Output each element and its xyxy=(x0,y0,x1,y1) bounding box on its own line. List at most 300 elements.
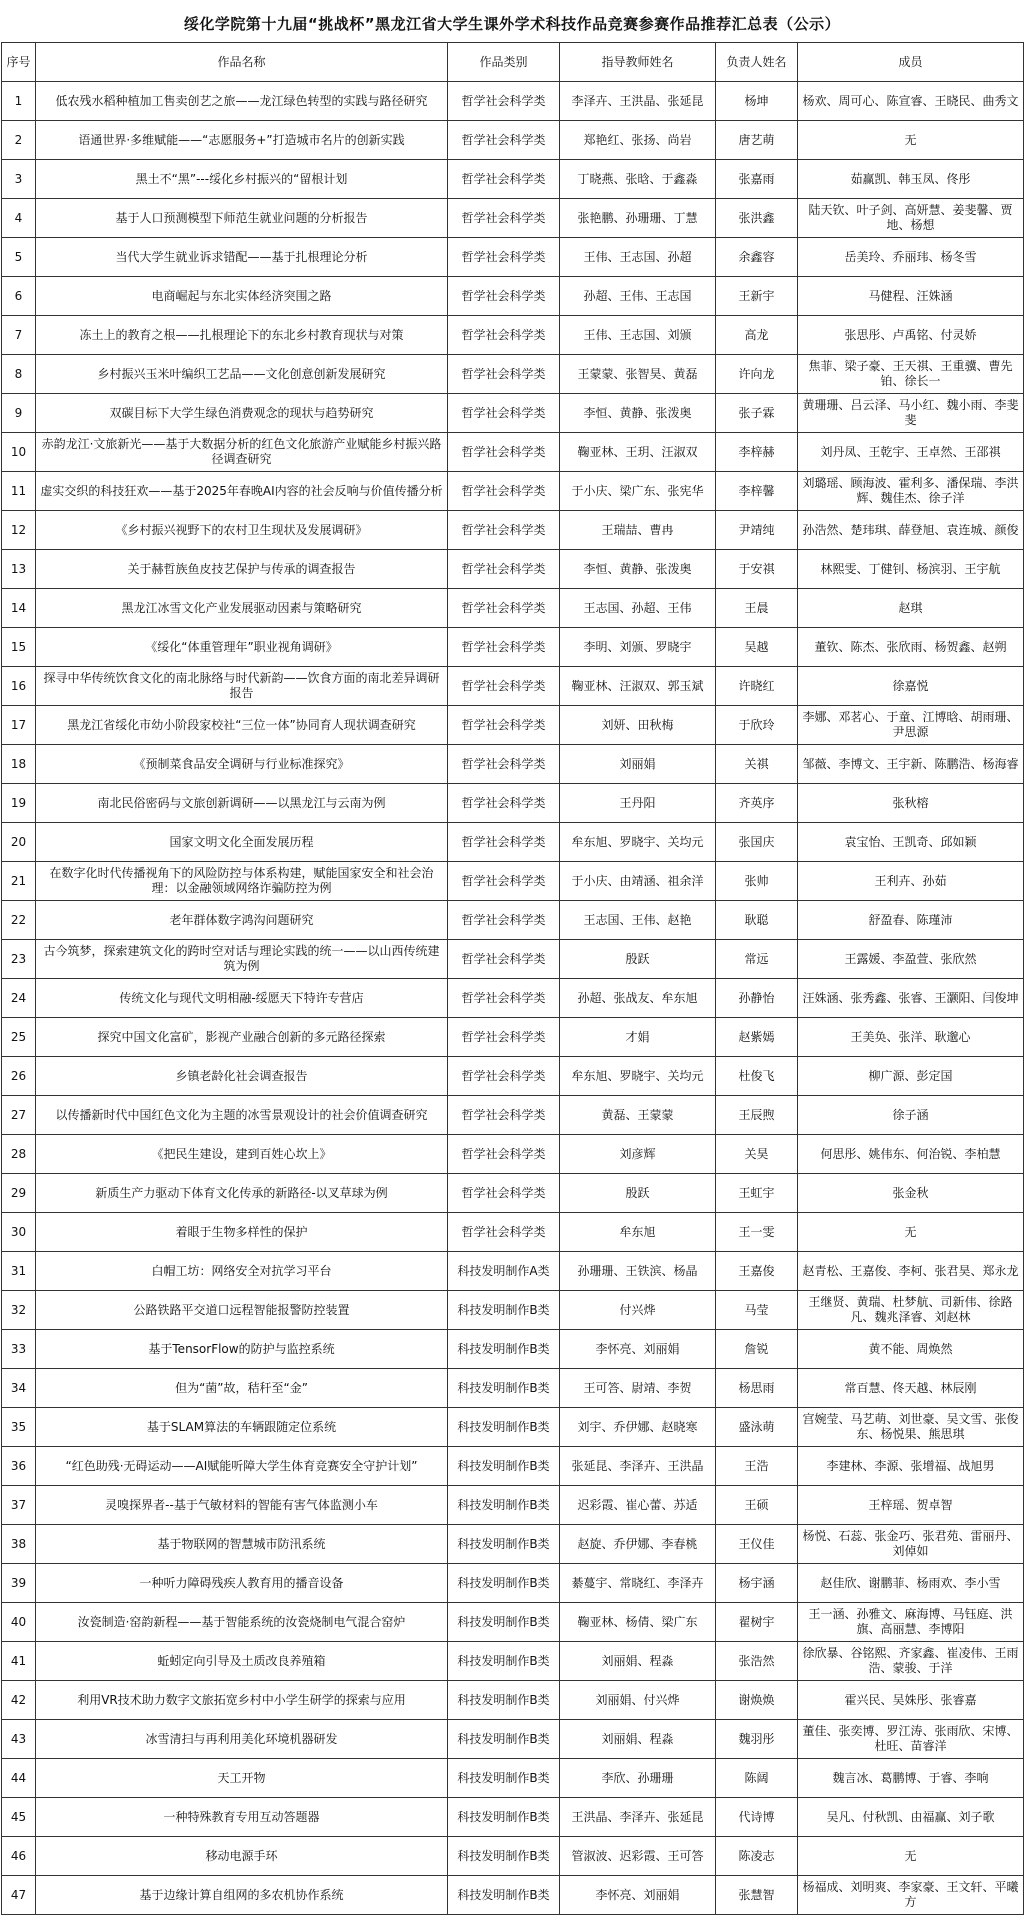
work-category: 哲学社会科学类 xyxy=(448,589,560,628)
work-name: 老年群体数字鸿沟问题研究 xyxy=(36,901,448,940)
work-name: 基于人口预测模型下师范生就业问题的分析报告 xyxy=(36,199,448,238)
table-row xyxy=(2,1447,1024,1486)
work-name: 冻土上的教育之根——扎根理论下的东北乡村教育现状与对策 xyxy=(36,316,448,355)
member-names: 张秋榕 xyxy=(798,784,1024,823)
row-index: 44 xyxy=(2,1759,36,1798)
row-index: 24 xyxy=(2,979,36,1018)
work-category: 哲学社会科学类 xyxy=(448,784,560,823)
advisor-names: 孙珊珊、王铁滨、杨晶 xyxy=(560,1252,716,1291)
leader-name: 赵紫嫣 xyxy=(716,1018,798,1057)
advisor-names: 王蒙蒙、张智昊、黄磊 xyxy=(560,355,716,394)
row-index: 3 xyxy=(2,160,36,199)
work-name: 冰雪清扫与再利用美化环境机器研发 xyxy=(36,1720,448,1759)
leader-name: 谢焕焕 xyxy=(716,1681,798,1720)
advisor-names: 才娟 xyxy=(560,1018,716,1057)
member-names: 何思彤、姚伟东、何治锐、李柏慧 xyxy=(798,1135,1024,1174)
table-row xyxy=(2,1096,1024,1135)
member-names: 焦菲、梁子豪、王天祺、王重骥、曹先铂、徐长一 xyxy=(798,355,1024,394)
leader-name: 许晓红 xyxy=(716,667,798,706)
advisor-names: 王丹阳 xyxy=(560,784,716,823)
work-category: 哲学社会科学类 xyxy=(448,745,560,784)
member-names: 刘璐瑶、顾海波、霍利多、潘保瑞、李洪辉、魏佳杰、徐子洋 xyxy=(798,472,1024,511)
row-index: 45 xyxy=(2,1798,36,1837)
member-names: 陆天钦、叶子剑、高妍慧、姜斐馨、贾地、杨想 xyxy=(798,199,1024,238)
table-row xyxy=(2,901,1024,940)
work-category: 哲学社会科学类 xyxy=(448,1174,560,1213)
row-index: 18 xyxy=(2,745,36,784)
member-names: 赵琪 xyxy=(798,589,1024,628)
leader-name: 李梓馨 xyxy=(716,472,798,511)
member-names: 李娜、邓茗心、于童、江博晗、胡雨珊、尹思源 xyxy=(798,706,1024,745)
advisor-names: 于小庆、梁广东、张宪华 xyxy=(560,472,716,511)
table-row xyxy=(2,784,1024,823)
row-index: 26 xyxy=(2,1057,36,1096)
advisor-names: 于小庆、由靖涵、祖余洋 xyxy=(560,862,716,901)
advisor-names: 綦蔓宇、常晓红、李泽卉 xyxy=(560,1564,716,1603)
work-category: 哲学社会科学类 xyxy=(448,901,560,940)
member-names: 舒盈春、陈瑾沛 xyxy=(798,901,1024,940)
row-index: 31 xyxy=(2,1252,36,1291)
advisor-names: 张延昆、李泽卉、王洪晶 xyxy=(560,1447,716,1486)
member-names: 王利卉、孙茹 xyxy=(798,862,1024,901)
advisor-names: 刘彦辉 xyxy=(560,1135,716,1174)
table-row xyxy=(2,823,1024,862)
table-header-row xyxy=(2,43,1024,82)
row-index: 39 xyxy=(2,1564,36,1603)
advisor-names: 刘丽娟、程淼 xyxy=(560,1642,716,1681)
leader-name: 张慧智 xyxy=(716,1876,798,1915)
leader-name: 马莹 xyxy=(716,1291,798,1330)
member-names: 孙浩然、楚玮琪、薛登旭、袁连城、颜俊 xyxy=(798,511,1024,550)
row-index: 5 xyxy=(2,238,36,277)
row-index: 2 xyxy=(2,121,36,160)
leader-name: 杨思雨 xyxy=(716,1369,798,1408)
work-name: 传统文化与现代文明相融-绥愿天下特许专营店 xyxy=(36,979,448,1018)
table-row xyxy=(2,1018,1024,1057)
row-index: 16 xyxy=(2,667,36,706)
header-leader: 负责人姓名 xyxy=(716,43,798,82)
row-index: 37 xyxy=(2,1486,36,1525)
work-category: 科技发明制作B类 xyxy=(448,1408,560,1447)
work-category: 科技发明制作B类 xyxy=(448,1447,560,1486)
leader-name: 吴越 xyxy=(716,628,798,667)
work-category: 哲学社会科学类 xyxy=(448,550,560,589)
table-row xyxy=(2,316,1024,355)
row-index: 33 xyxy=(2,1330,36,1369)
row-index: 40 xyxy=(2,1603,36,1642)
work-name: 《乡村振兴视野下的农村卫生现状及发展调研》 xyxy=(36,511,448,550)
row-index: 1 xyxy=(2,82,36,121)
member-names: 赵佳欣、谢鹏菲、杨雨欢、李小雪 xyxy=(798,1564,1024,1603)
table-row xyxy=(2,1252,1024,1291)
row-index: 4 xyxy=(2,199,36,238)
table-row xyxy=(2,1564,1024,1603)
advisor-names: 王伟、王志国、孙超 xyxy=(560,238,716,277)
work-name: 《把民生建设，建到百姓心坎上》 xyxy=(36,1135,448,1174)
advisor-names: 孙超、王伟、王志国 xyxy=(560,277,716,316)
work-category: 科技发明制作A类 xyxy=(448,1252,560,1291)
work-name: 但为“菌”故，秸秆至“金” xyxy=(36,1369,448,1408)
recommendation-table xyxy=(1,42,1024,1915)
table-row xyxy=(2,940,1024,979)
advisor-names: 牟东旭 xyxy=(560,1213,716,1252)
row-index: 27 xyxy=(2,1096,36,1135)
member-names: 无 xyxy=(798,121,1024,160)
member-names: 林熙雯、丁健钊、杨滨羽、王宇航 xyxy=(798,550,1024,589)
row-index: 14 xyxy=(2,589,36,628)
work-category: 科技发明制作B类 xyxy=(448,1525,560,1564)
work-category: 哲学社会科学类 xyxy=(448,355,560,394)
work-name: 黑龙江冰雪文化产业发展驱动因素与策略研究 xyxy=(36,589,448,628)
row-index: 8 xyxy=(2,355,36,394)
work-name: 国家文明文化全面发展历程 xyxy=(36,823,448,862)
leader-name: 关祺 xyxy=(716,745,798,784)
table-row xyxy=(2,1135,1024,1174)
work-name: 关于赫哲族鱼皮技艺保护与传承的调查报告 xyxy=(36,550,448,589)
row-index: 41 xyxy=(2,1642,36,1681)
work-category: 哲学社会科学类 xyxy=(448,1135,560,1174)
work-name: 语通世界·多维赋能——“志愿服务+”打造城市名片的创新实践 xyxy=(36,121,448,160)
work-category: 哲学社会科学类 xyxy=(448,628,560,667)
work-category: 哲学社会科学类 xyxy=(448,277,560,316)
advisor-names: 李恒、黄静、张泼奥 xyxy=(560,550,716,589)
row-index: 43 xyxy=(2,1720,36,1759)
work-category: 科技发明制作B类 xyxy=(448,1642,560,1681)
member-names: 徐嘉悦 xyxy=(798,667,1024,706)
row-index: 7 xyxy=(2,316,36,355)
leader-name: 许向龙 xyxy=(716,355,798,394)
advisor-names: 王志国、王伟、赵艳 xyxy=(560,901,716,940)
leader-name: 盛泳萌 xyxy=(716,1408,798,1447)
advisor-names: 迟彩霞、崔心蕾、苏适 xyxy=(560,1486,716,1525)
member-names: 王美奂、张洋、耿邈心 xyxy=(798,1018,1024,1057)
table-row xyxy=(2,1798,1024,1837)
table-row xyxy=(2,706,1024,745)
work-name: 低农残水稻种植加工售卖创艺之旅——龙江绿色转型的实践与路径研究 xyxy=(36,82,448,121)
leader-name: 于安祺 xyxy=(716,550,798,589)
advisor-names: 刘妍、田秋梅 xyxy=(560,706,716,745)
work-category: 哲学社会科学类 xyxy=(448,160,560,199)
table-row xyxy=(2,1603,1024,1642)
member-names: 邹薇、李博文、王宇新、陈鹏浩、杨海睿 xyxy=(798,745,1024,784)
table-row xyxy=(2,550,1024,589)
leader-name: 张子霖 xyxy=(716,394,798,433)
work-category: 科技发明制作B类 xyxy=(448,1837,560,1876)
advisor-names: 牟东旭、罗晓宇、关均元 xyxy=(560,823,716,862)
advisor-names: 王瑞喆、曹冉 xyxy=(560,511,716,550)
member-names: 柳广源、彭定国 xyxy=(798,1057,1024,1096)
work-category: 哲学社会科学类 xyxy=(448,121,560,160)
table-body xyxy=(2,82,1024,1915)
row-index: 25 xyxy=(2,1018,36,1057)
work-name: 乡镇老龄化社会调查报告 xyxy=(36,1057,448,1096)
table-row xyxy=(2,979,1024,1018)
member-names: 黄不能、周焕然 xyxy=(798,1330,1024,1369)
table-row xyxy=(2,433,1024,472)
row-index: 20 xyxy=(2,823,36,862)
advisor-names: 殷跃 xyxy=(560,1174,716,1213)
row-index: 34 xyxy=(2,1369,36,1408)
work-category: 哲学社会科学类 xyxy=(448,979,560,1018)
advisor-names: 鞠亚林、汪淑双、郭玉斌 xyxy=(560,667,716,706)
header-work-name: 作品名称 xyxy=(36,43,448,82)
leader-name: 张洪鑫 xyxy=(716,199,798,238)
work-name: 古今筑梦，探索建筑文化的跨时空对话与理论实践的统一——以山西传统建筑为例 xyxy=(36,940,448,979)
work-category: 哲学社会科学类 xyxy=(448,862,560,901)
work-category: 科技发明制作B类 xyxy=(448,1486,560,1525)
row-index: 36 xyxy=(2,1447,36,1486)
work-name: 基于边缘计算自组网的多农机协作系统 xyxy=(36,1876,448,1915)
member-names: 常百慧、佟天越、林辰刚 xyxy=(798,1369,1024,1408)
work-category: 科技发明制作B类 xyxy=(448,1291,560,1330)
member-names: 刘丹凤、王乾宇、王卓然、王邵祺 xyxy=(798,433,1024,472)
leader-name: 王晨 xyxy=(716,589,798,628)
work-name: 基于物联网的智慧城市防汛系统 xyxy=(36,1525,448,1564)
member-names: 无 xyxy=(798,1213,1024,1252)
advisor-names: 王伟、王志国、刘颁 xyxy=(560,316,716,355)
table-row xyxy=(2,472,1024,511)
leader-name: 杨宇涵 xyxy=(716,1564,798,1603)
work-name: 汝瓷制造·窑韵新程——基于智能系统的汝瓷烧制电气混合窑炉 xyxy=(36,1603,448,1642)
table-row xyxy=(2,589,1024,628)
member-names: 宫婉莹、马艺萌、刘世豪、吴文雪、张俊东、杨悦果、熊思琪 xyxy=(798,1408,1024,1447)
row-index: 22 xyxy=(2,901,36,940)
leader-name: 代诗博 xyxy=(716,1798,798,1837)
work-category: 哲学社会科学类 xyxy=(448,1213,560,1252)
work-category: 科技发明制作B类 xyxy=(448,1330,560,1369)
table-row xyxy=(2,160,1024,199)
table-row xyxy=(2,745,1024,784)
table-row xyxy=(2,1291,1024,1330)
member-names: 黄珊珊、吕云泽、马小红、魏小雨、李斐斐 xyxy=(798,394,1024,433)
work-name: 探寻中华传统饮食文化的南北脉络与时代新韵——饮食方面的南北差异调研报告 xyxy=(36,667,448,706)
leader-name: 陈凌志 xyxy=(716,1837,798,1876)
member-names: 魏言冰、葛鹏博、于睿、李响 xyxy=(798,1759,1024,1798)
advisor-names: 张艳鹏、孙珊珊、丁慧 xyxy=(560,199,716,238)
work-name: 天工开物 xyxy=(36,1759,448,1798)
table-row xyxy=(2,1174,1024,1213)
leader-name: 常远 xyxy=(716,940,798,979)
work-category: 哲学社会科学类 xyxy=(448,238,560,277)
table-row xyxy=(2,1057,1024,1096)
table-row xyxy=(2,277,1024,316)
advisor-names: 赵旋、乔伊娜、李春桃 xyxy=(560,1525,716,1564)
table-row xyxy=(2,511,1024,550)
work-name: 移动电源手环 xyxy=(36,1837,448,1876)
row-index: 10 xyxy=(2,433,36,472)
work-category: 哲学社会科学类 xyxy=(448,433,560,472)
member-names: 王露媛、李盈萱、张欣然 xyxy=(798,940,1024,979)
leader-name: 王一雯 xyxy=(716,1213,798,1252)
table-row xyxy=(2,1681,1024,1720)
leader-name: 耿聪 xyxy=(716,901,798,940)
work-name: 电商崛起与东北实体经济突围之路 xyxy=(36,277,448,316)
leader-name: 陈阔 xyxy=(716,1759,798,1798)
leader-name: 李梓赫 xyxy=(716,433,798,472)
member-names: 茹赢凯、韩玉凤、佟彤 xyxy=(798,160,1024,199)
table-row xyxy=(2,199,1024,238)
member-names: 董佳、张奕博、罗江涛、张雨欣、宋博、杜旺、苗睿洋 xyxy=(798,1720,1024,1759)
advisor-names: 鞠亚林、杨倩、梁广东 xyxy=(560,1603,716,1642)
work-category: 哲学社会科学类 xyxy=(448,199,560,238)
row-index: 12 xyxy=(2,511,36,550)
member-names: 王一涵、孙雅文、麻海博、马钰庭、洪旗、高丽慧、李博阳 xyxy=(798,1603,1024,1642)
row-index: 6 xyxy=(2,277,36,316)
leader-name: 于欣玲 xyxy=(716,706,798,745)
row-index: 11 xyxy=(2,472,36,511)
work-category: 哲学社会科学类 xyxy=(448,1057,560,1096)
work-name: 南北民俗密码与文旅创新调研——以黑龙江与云南为例 xyxy=(36,784,448,823)
leader-name: 王新宇 xyxy=(716,277,798,316)
work-category: 哲学社会科学类 xyxy=(448,511,560,550)
advisor-names: 管淑波、迟彩霞、王可答 xyxy=(560,1837,716,1876)
member-names: 杨福成、刘明爽、李家豪、王文轩、平曦方 xyxy=(798,1876,1024,1915)
row-index: 32 xyxy=(2,1291,36,1330)
member-names: 岳美玲、乔丽玮、杨冬雪 xyxy=(798,238,1024,277)
member-names: 霍兴民、吴姝彤、张睿嘉 xyxy=(798,1681,1024,1720)
leader-name: 王仪佳 xyxy=(716,1525,798,1564)
work-category: 哲学社会科学类 xyxy=(448,940,560,979)
table-row xyxy=(2,394,1024,433)
work-category: 哲学社会科学类 xyxy=(448,823,560,862)
table-row xyxy=(2,1408,1024,1447)
member-names: 王继贤、黄瑞、杜梦航、司新伟、徐路凡、魏兆泽睿、刘赵林 xyxy=(798,1291,1024,1330)
advisor-names: 刘丽娟 xyxy=(560,745,716,784)
row-index: 23 xyxy=(2,940,36,979)
advisor-names: 刘丽娟、程淼 xyxy=(560,1720,716,1759)
work-category: 哲学社会科学类 xyxy=(448,1018,560,1057)
advisor-names: 王志国、孙超、王伟 xyxy=(560,589,716,628)
work-name: 白帽工坊：网络安全对抗学习平台 xyxy=(36,1252,448,1291)
advisor-names: 牟东旭、罗晓宇、关均元 xyxy=(560,1057,716,1096)
table-row xyxy=(2,1759,1024,1798)
table-row xyxy=(2,1720,1024,1759)
leader-name: 王嘉俊 xyxy=(716,1252,798,1291)
work-name: 《绥化“体重管理年”职业视角调研》 xyxy=(36,628,448,667)
table-row xyxy=(2,82,1024,121)
table-row xyxy=(2,862,1024,901)
advisor-names: 王可答、尉靖、李贺 xyxy=(560,1369,716,1408)
work-category: 哲学社会科学类 xyxy=(448,316,560,355)
member-names: 徐子涵 xyxy=(798,1096,1024,1135)
header-advisors: 指导教师姓名 xyxy=(560,43,716,82)
work-name: 《预制菜食品安全调研与行业标准探究》 xyxy=(36,745,448,784)
work-name: 公路铁路平交道口远程智能报警防控装置 xyxy=(36,1291,448,1330)
work-name: 一种听力障碍残疾人教育用的播音设备 xyxy=(36,1564,448,1603)
leader-name: 尹靖纯 xyxy=(716,511,798,550)
row-index: 38 xyxy=(2,1525,36,1564)
row-index: 30 xyxy=(2,1213,36,1252)
work-name: 新质生产力驱动下体育文化传承的新路径-以叉草球为例 xyxy=(36,1174,448,1213)
advisor-names: 黄磊、王蒙蒙 xyxy=(560,1096,716,1135)
table-row xyxy=(2,1369,1024,1408)
table-row xyxy=(2,628,1024,667)
leader-name: 王虹宇 xyxy=(716,1174,798,1213)
leader-name: 王浩 xyxy=(716,1447,798,1486)
work-name: 赤韵龙江·文旅新光——基于大数据分析的红色文化旅游产业赋能乡村振兴路径调查研究 xyxy=(36,433,448,472)
row-index: 17 xyxy=(2,706,36,745)
table-row xyxy=(2,355,1024,394)
member-names: 汪姝涵、张秀鑫、张睿、王灏阳、闫俊坤 xyxy=(798,979,1024,1018)
advisor-names: 李泽卉、王洪晶、张延昆 xyxy=(560,82,716,121)
work-category: 科技发明制作B类 xyxy=(448,1369,560,1408)
work-name: 乡村振兴玉米叶编织工艺品——文化创意创新发展研究 xyxy=(36,355,448,394)
member-names: 袁宝怡、王凯奇、邱如颖 xyxy=(798,823,1024,862)
member-names: 张金秋 xyxy=(798,1174,1024,1213)
work-name: “红色助残·无碍运动——AI赋能听障大学生体育竞赛安全守护计划” xyxy=(36,1447,448,1486)
table-row xyxy=(2,1876,1024,1915)
page xyxy=(0,6,1024,1931)
leader-name: 杜俊飞 xyxy=(716,1057,798,1096)
header-members: 成员 xyxy=(798,43,1024,82)
leader-name: 余鑫容 xyxy=(716,238,798,277)
member-names: 赵青松、王嘉俊、李柯、张君昊、郑永龙 xyxy=(798,1252,1024,1291)
advisor-names: 鞠亚林、王玥、汪淑双 xyxy=(560,433,716,472)
leader-name: 张帅 xyxy=(716,862,798,901)
work-name: 双碳目标下大学生绿色消费观念的现状与趋势研究 xyxy=(36,394,448,433)
leader-name: 翟树宇 xyxy=(716,1603,798,1642)
advisor-names: 殷跃 xyxy=(560,940,716,979)
work-name: 利用VR技术助力数字文旅拓宽乡村中小学生研学的探索与应用 xyxy=(36,1681,448,1720)
advisor-names: 李恒、黄静、张泼奥 xyxy=(560,394,716,433)
table-row xyxy=(2,1486,1024,1525)
row-index: 15 xyxy=(2,628,36,667)
table-row xyxy=(2,1330,1024,1369)
row-index: 19 xyxy=(2,784,36,823)
work-category: 哲学社会科学类 xyxy=(448,667,560,706)
member-names: 无 xyxy=(798,1837,1024,1876)
leader-name: 詹锐 xyxy=(716,1330,798,1369)
row-index: 46 xyxy=(2,1837,36,1876)
work-category: 哲学社会科学类 xyxy=(448,472,560,511)
advisor-names: 李怀亮、刘丽娟 xyxy=(560,1876,716,1915)
work-name: 黑龙江省绥化市幼小阶段家校社“三位一体”协同育人现状调查研究 xyxy=(36,706,448,745)
advisor-names: 李明、刘颁、罗晓宇 xyxy=(560,628,716,667)
row-index: 21 xyxy=(2,862,36,901)
advisor-names: 刘宇、乔伊娜、赵晓寒 xyxy=(560,1408,716,1447)
leader-name: 王辰煦 xyxy=(716,1096,798,1135)
work-name: 在数字化时代传播视角下的风险防控与体系构建，赋能国家安全和社会治理：以金融领域网络诈骗防控为例 xyxy=(36,862,448,901)
page-title: 绥化学院第十九届“挑战杯”黑龙江省大学生课外学术科技作品竞赛参赛作品推荐汇总表（公示） xyxy=(183,15,841,33)
work-name: 着眼于生物多样性的保护 xyxy=(36,1213,448,1252)
member-names: 杨欢、周可心、陈宣睿、王晓民、曲秀文 xyxy=(798,82,1024,121)
member-names: 董钦、陈杰、张欣雨、杨贺鑫、赵朔 xyxy=(798,628,1024,667)
row-index: 35 xyxy=(2,1408,36,1447)
row-index: 28 xyxy=(2,1135,36,1174)
advisor-names: 郑艳红、张扬、尚岩 xyxy=(560,121,716,160)
table-row xyxy=(2,121,1024,160)
leader-name: 王硕 xyxy=(716,1486,798,1525)
work-category: 科技发明制作B类 xyxy=(448,1759,560,1798)
row-index: 13 xyxy=(2,550,36,589)
advisor-names: 王洪晶、李泽卉、张延昆 xyxy=(560,1798,716,1837)
member-names: 杨悦、石蕊、张金巧、张君苑、雷丽丹、刘倬如 xyxy=(798,1525,1024,1564)
work-name: 基于TensorFlow的防护与监控系统 xyxy=(36,1330,448,1369)
header-category: 作品类别 xyxy=(448,43,560,82)
member-names: 张思彤、卢禹铭、付灵娇 xyxy=(798,316,1024,355)
work-category: 科技发明制作B类 xyxy=(448,1681,560,1720)
leader-name: 孙静怡 xyxy=(716,979,798,1018)
row-index: 42 xyxy=(2,1681,36,1720)
work-category: 哲学社会科学类 xyxy=(448,706,560,745)
work-category: 哲学社会科学类 xyxy=(448,1096,560,1135)
member-names: 吴凡、付秋凯、由福赢、刘子歌 xyxy=(798,1798,1024,1837)
advisor-names: 付兴烨 xyxy=(560,1291,716,1330)
advisor-names: 孙超、张战友、牟东旭 xyxy=(560,979,716,1018)
work-category: 科技发明制作B类 xyxy=(448,1720,560,1759)
work-name: 探究中国文化富矿，影视产业融合创新的多元路径探索 xyxy=(36,1018,448,1057)
row-index: 9 xyxy=(2,394,36,433)
